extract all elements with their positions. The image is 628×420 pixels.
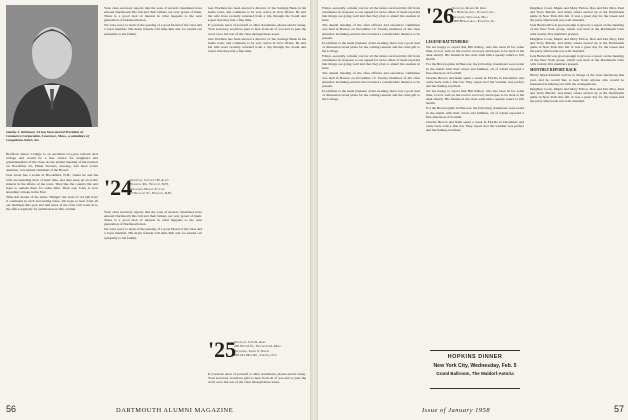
left-column-2-bottom xyxy=(104,210,202,407)
article-paragraph: For the Brown game in Hanover, the following classmates were noted in the stands with their wives and families, all of whom reported a fine afternoon of football. xyxy=(426,106,524,119)
article-paragraph: Deighton Cook, Maple and Mary Felton, Don and Dot Moy, Paul and Terry Barrett, and many others turned up at the Dartmouth game in New York this fall. It was a great day for the Green and the party afterwards was well attended. xyxy=(530,36,624,53)
ad-rule-top xyxy=(430,350,520,351)
class-year: '25 xyxy=(208,337,237,362)
left-column-3-bottom xyxy=(208,372,306,404)
class-26-header xyxy=(426,3,524,34)
article-paragraph: The annual meeting of the class officers and executive committee was held in Boston on November 15. Twenty members of the class attended, including several who traveled a considerable distance to be present. xyxy=(322,23,420,40)
treasurer-name: Treasurer, William A. Hall xyxy=(452,14,488,19)
article-paragraph: We were sorry to learn of the passing of a good friend of the class and a loyal member. His many friends will miss him and we extend our sympathy to his family. xyxy=(104,227,202,240)
treasurer-name: Treasurer, Joseph S. Spiegel xyxy=(234,348,270,353)
secretary-address: 205 Winter St., Waltham 54, Mass. xyxy=(234,344,282,349)
secretary-address: Jay Hereford Ave., Evanston, Ill. xyxy=(452,10,495,15)
article-paragraph: We were sorry to learn of the passing of a good friend of the class and a loyal member. His many friends will miss him and we extend our sympathy to his family. xyxy=(104,23,202,36)
page-gutter xyxy=(310,0,318,420)
treasurer-address: 17 Pleasant St., Hanover, N.H. xyxy=(130,190,172,195)
article-paragraph: Your class secretary reports that the sons of several classmates have entered Dartmouth this fall and their fathers are very proud of them. There is a good deal of interest in what happens to the next generation of Dartmouth men. xyxy=(104,6,202,23)
article-paragraph: Gus Worthen has been elected a director of the Savings Bank in his home town, and continues to be very active in civic affairs. He and his wife have recently returned from a trip through the South and report that they had a fine time. xyxy=(208,36,306,53)
class-24-header xyxy=(104,175,202,206)
article-paragraph: If you have news of yourself or other classmates, please send it along. Your secretary would be glad to hear from all of you and to pass the word on to the rest of the class through these notes. xyxy=(208,372,306,385)
class-year: '24 xyxy=(104,175,133,200)
article-paragraph: The annual meeting of the class officers and executive committee was held in Boston on November 15. Twenty members of the class attended, including several who traveled a considerable distance to be present. xyxy=(322,71,420,88)
article-paragraph: Time this matter of the name "Midget" the class of '24 will have it continued in each succeeding issue. We hope to hear from all our members this year and that news of the class will come in to the office regularly for publication in this column. xyxy=(6,194,98,212)
treasurer-address: 1000 Hinman Ave., Evanston, Ill. xyxy=(452,18,496,23)
class-officers xyxy=(130,178,202,195)
article-paragraph: For the Brown game in Hanover, the following classmates were noted in the stands with their wives and families, all of whom reported a fine afternoon of football. xyxy=(426,62,524,75)
portrait-photo xyxy=(6,5,98,127)
class-officers xyxy=(452,6,524,23)
class-officers xyxy=(234,340,306,357)
right-page xyxy=(318,0,628,420)
page-number: 56 xyxy=(6,404,17,414)
secretary-address: Waukeag Rd., Wolcott, N.H. xyxy=(130,182,169,187)
secretary-name: Secretary, Robert D. Ober xyxy=(452,6,487,10)
class-year: '26 xyxy=(426,3,455,28)
article-paragraph: Jack Beckwith was good enough to give us a report on the meeting of the New York group, which was held at the Dartmouth Club with twenty-five members present. xyxy=(530,54,624,67)
secretary-name: Secretary, John D. Arms xyxy=(234,340,266,344)
article-paragraph: If you have news of yourself or other classmates, please send it along. Your secretary would be glad to hear from all of you and to pass the word on to the rest of the class through these notes. xyxy=(208,23,306,36)
article-paragraph: Your class secretary reports that the sons of several classmates have entered Dartmouth this fall and their fathers are very proud of them. There is a good deal of interest in what happens to the next generation of Dartmouth men. xyxy=(104,210,202,227)
article-paragraph: We are happy to report that Bill Kelley, who has been ill for some time, is now well on the road to recovery and hopes to be back at his desk shortly. His friends in the class wish him a speedy return to full health. xyxy=(426,45,524,62)
article-paragraph: Henry Mark Kimball will be in charge of the class luncheons this year, and he would like to hear from anyone who would be interested in helping out with the arrangements. xyxy=(530,73,624,86)
ad-rule-bottom xyxy=(430,388,520,389)
ad-date: New York City, Wednesday, Feb. 5 xyxy=(433,363,517,369)
left-footer xyxy=(6,404,306,414)
issue-date: Issue of January 1958 xyxy=(422,407,491,414)
article-paragraph: We are happy to report that Bill Kelley, who has been ill for some time, is now well on the road to recovery and hopes to be back at his desk shortly. His friends in the class wish him a speedy return to full health. xyxy=(426,89,524,106)
magazine-title: DARTMOUTH ALUMNI MAGAZINE xyxy=(116,407,234,414)
page-number: 57 xyxy=(613,404,624,414)
ad-venue: Grand Ballroom, The Waldorf-Astoria xyxy=(436,371,514,376)
article-paragraph: Charles Brown and Ruth spent a week in Florida in December and came back with a fine tan. They report that the weather was perfect and the fishing excellent. xyxy=(426,75,524,88)
treasurer-name: Treasurer, Harold E. Cote xyxy=(130,186,165,191)
left-page xyxy=(0,0,310,420)
article-paragraph: Gus Worthen has been elected a director of the Savings Bank in his home town, and continues to be very active in civic affairs. He and his wife have recently returned from a trip through the South and report that they had a fine time. xyxy=(208,6,306,23)
article-paragraph: Charles Brown and Ruth spent a week in Florida in December and came back with a fine tan. They report that the weather was perfect and the fishing excellent. xyxy=(426,119,524,132)
left-column-3 xyxy=(208,6,306,336)
article-paragraph: Fallon, secondly, a thank you for all the letters received this fall from classmates in response to our appeal for news. Most of them reported that things are going well and that they plan to attend the reunion in June. xyxy=(322,54,420,71)
class-25-header xyxy=(208,337,306,368)
article-paragraph: In addition to the usual business of the evening, there was a good deal of discussion about plans for the coming reunion and the class gift to the College. xyxy=(322,40,420,53)
article-paragraph: Jack Beckwith was good enough to give us a report on the meeting of the New York group, which was held at the Dartmouth Club with twenty-five members present. xyxy=(530,23,624,36)
article-paragraph: Deighton Cook, Maple and Mary Felton, Don and Dot Moy, Paul and Terry Barrett, and many others turned up at the Dartmouth game in New York this fall. It was a great day for the Green and the party afterwards was well attended. xyxy=(530,86,624,103)
section-heading: LEGEND RATTENDERS! xyxy=(426,40,469,44)
article-paragraph: Jack Gratz has a home in Brookfield, N.H., where he and his wife are spending most of their time, and they keep up an active interest in the affairs of the town. They like the country life and hope to remain there for some time. Their son, John, is now attending college in the East. xyxy=(6,173,98,194)
article-paragraph: Deighton Cook, Maple and Mary Felton, Don and Dot Moy, Paul and Terry Barrett, and many others turned up at the Dartmouth game in New York this fall. It was a great day for the Green and the party afterwards was well attended. xyxy=(530,6,624,23)
right-column-3 xyxy=(530,6,624,406)
article-paragraph: Bradford Junior College is an excellent two-year Liberal Arts college and would be a fine choice for daughters and granddaughters of the class. At the annual meeting of the trustees on November 22, Elmer Stevens, attorney, and most active alumnus, was named chairman of the Board. xyxy=(6,152,98,173)
article-paragraph: In addition to the usual business of the evening, there was a good deal of discussion about plans for the coming reunion and the class gift to the College. xyxy=(322,88,420,101)
left-column-2-top xyxy=(104,6,202,174)
section-heading: MONTHLY REPORT BACK xyxy=(530,68,577,73)
ad-title: HOPKINS DINNER xyxy=(447,354,503,360)
photo-caption: Stanley J. Robinson '24 has been elected President of Commerce Corporation, Lawrence, Mass., a subsidiary of Congoleum-Nairn, Inc. xyxy=(6,130,90,143)
right-column-1 xyxy=(322,6,420,406)
left-column-1 xyxy=(6,152,98,407)
right-column-2 xyxy=(426,38,524,338)
article-paragraph: Fallon, secondly, a thank you for all the letters received this fall from classmates in response to our appeal for news. Most of them reported that things are going well and that they plan to attend the reunion in June. xyxy=(322,6,420,23)
hopkins-dinner-ad xyxy=(426,354,524,376)
treasurer-address: 295 Old Mill Rd., Chester, N.J. xyxy=(234,352,277,357)
secretary-name: Secretary, Chauncey H. Allen xyxy=(130,178,169,182)
